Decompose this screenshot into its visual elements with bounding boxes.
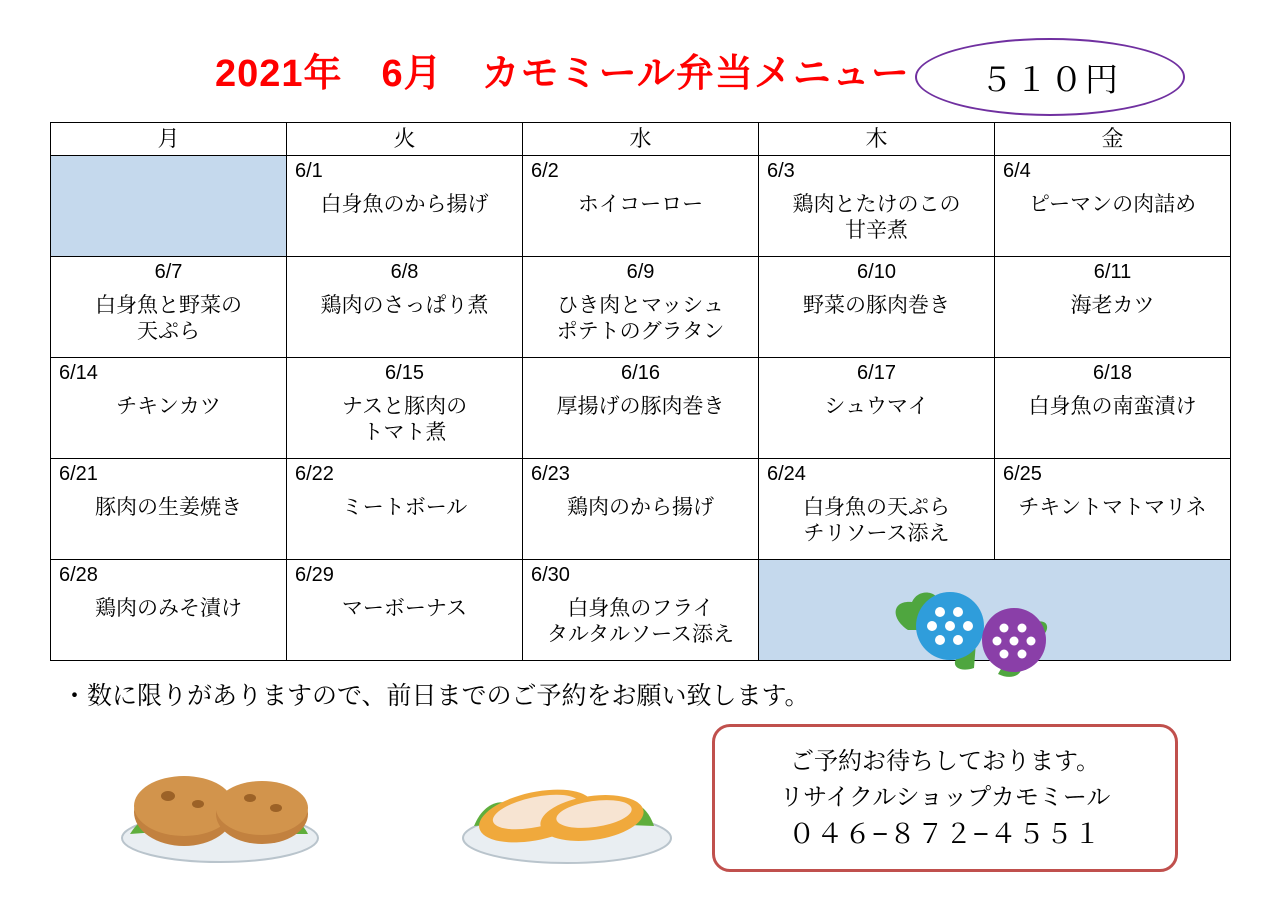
menu-cell-date: 6/15 (385, 362, 424, 384)
table-row (51, 459, 1231, 560)
cell-notch (137, 460, 199, 486)
menu-cell-dish: マーボーナス (341, 597, 468, 620)
menu-cell-dish: ナスと豚肉の トマト煮 (341, 395, 468, 444)
menu-cell-dish: 白身魚の南蛮漬け (1028, 395, 1197, 418)
menu-cell-6-4 (995, 156, 1231, 257)
menu-cell-6-30 (523, 560, 759, 661)
menu-cell-6-9 (523, 257, 759, 358)
menu-cell-date: 6/4 (1003, 160, 1031, 182)
menu-cell-date: 6/7 (154, 261, 183, 283)
price-label: ５１０円 (980, 61, 1120, 98)
menu-cell-date: 6/9 (626, 261, 655, 283)
menu-cell-date: 6/16 (621, 362, 660, 384)
menu-cell-date: 6/25 (1003, 463, 1042, 485)
menu-cell-date: 6/18 (1093, 362, 1132, 384)
menu-cell-6-23 (523, 459, 759, 560)
menu-cell-dish: チキントマトマリネ (1018, 496, 1207, 519)
menu-cell-date: 6/28 (59, 564, 98, 586)
menu-cell-date: 6/1 (295, 160, 323, 182)
menu-cell-6-14 (51, 358, 287, 459)
menu-cell-6-7 (51, 257, 287, 358)
menu-cell-date: 6/29 (295, 564, 334, 586)
menu-cell-dish: 野菜の豚肉巻き (803, 294, 950, 317)
menu-cell-6-2 (523, 156, 759, 257)
menu-cell-dish: ピーマンの肉詰め (1028, 193, 1197, 216)
menu-cell-date: 6/30 (531, 564, 570, 586)
menu-cell-6-15 (287, 358, 523, 459)
table-row (51, 257, 1231, 358)
menu-cell-6-3 (759, 156, 995, 257)
menu-cell-dish: 白身魚のから揚げ (320, 193, 489, 216)
menu-cell-dish: ひき肉とマッシュ ポテトのグラタン (556, 294, 725, 343)
menu-cell-6-29 (287, 560, 523, 661)
column-header-mon: 月 (51, 123, 287, 156)
contact-line-2: リサイクルショップカモミール (779, 784, 1111, 811)
column-header-fri: 金 (995, 123, 1231, 156)
menu-cell-dish: 鶏肉のから揚げ (567, 496, 714, 519)
menu-cell-6-16 (523, 358, 759, 459)
menu-cell-date: 6/17 (857, 362, 896, 384)
menu-cell-dish: 豚肉の生姜焼き (95, 496, 242, 519)
page-title: 2021年 6月 カモミール弁当メニュー (215, 53, 910, 95)
menu-cell-6-17 (759, 358, 995, 459)
menu-cell-dish: 白身魚の天ぷら チリソース添え (803, 496, 950, 545)
menu-cell-6-22 (287, 459, 523, 560)
menu-cell-date: 6/3 (767, 160, 795, 182)
contact-box (712, 724, 1178, 872)
menu-cell-dish: 厚揚げの豚肉巻き (556, 395, 725, 418)
menu-cell-dish: チキンカツ (116, 395, 221, 418)
menu-cell-dish: 鶏肉のさっぱり煮 (320, 294, 489, 317)
menu-cell-dish: 白身魚と野菜の 天ぷら (95, 294, 242, 343)
contact-line-1: ご予約お待ちしております。 (789, 748, 1101, 775)
menu-cell-dish: 鶏肉とたけのこの 甘辛煮 (792, 193, 961, 242)
menu-cell-dish: ミートボール (341, 496, 468, 519)
cell-notch (137, 359, 199, 385)
menu-cell-6-11 (995, 257, 1231, 358)
burger-plate-illustration (110, 738, 330, 868)
contact-phone: ０４６−８７２−４５５１ (788, 819, 1102, 849)
croquette-plate-illustration (452, 738, 682, 868)
menu-cell-6-1 (287, 156, 523, 257)
availability-note: ・数に限りがありますので、前日までのご予約をお願い致します。 (62, 682, 810, 710)
menu-cell-date: 6/11 (1093, 261, 1132, 283)
menu-cell-date: 6/23 (531, 463, 570, 485)
menu-cell-dish: 白身魚のフライ タルタルソース添え (546, 597, 735, 646)
menu-cell-dish: 海老カツ (1070, 294, 1155, 317)
menu-cell-6-8 (287, 257, 523, 358)
menu-cell-date: 6/21 (59, 463, 98, 485)
menu-cell-date: 6/14 (59, 362, 98, 384)
poster-header (0, 42, 1280, 114)
menu-cell-6-18 (995, 358, 1231, 459)
table-header-row (51, 123, 1231, 156)
table-row (51, 156, 1231, 257)
column-header-tue: 火 (287, 123, 523, 156)
menu-cell-date: 6/2 (531, 160, 559, 182)
menu-cell-dish: 鶏肉のみそ漬け (95, 597, 242, 620)
hydrangea-illustration (878, 578, 1078, 688)
menu-cell-6-24 (759, 459, 995, 560)
menu-cell-6-28 (51, 560, 287, 661)
menu-cell-6-10 (759, 257, 995, 358)
column-header-wed: 水 (523, 123, 759, 156)
menu-cell-dish: ホイコーロー (577, 193, 704, 216)
menu-cell-date: 6/10 (857, 261, 896, 283)
column-header-thu: 木 (759, 123, 995, 156)
menu-cell-6-25 (995, 459, 1231, 560)
table-row (51, 358, 1231, 459)
menu-cell-date: 6/24 (767, 463, 806, 485)
menu-cell-date: 6/8 (390, 261, 419, 283)
menu-cell-dish: シュウマイ (824, 395, 929, 418)
menu-cell-6-21 (51, 459, 287, 560)
menu-cell-date: 6/22 (295, 463, 334, 485)
menu-cell-empty-mon-1 (51, 156, 287, 257)
